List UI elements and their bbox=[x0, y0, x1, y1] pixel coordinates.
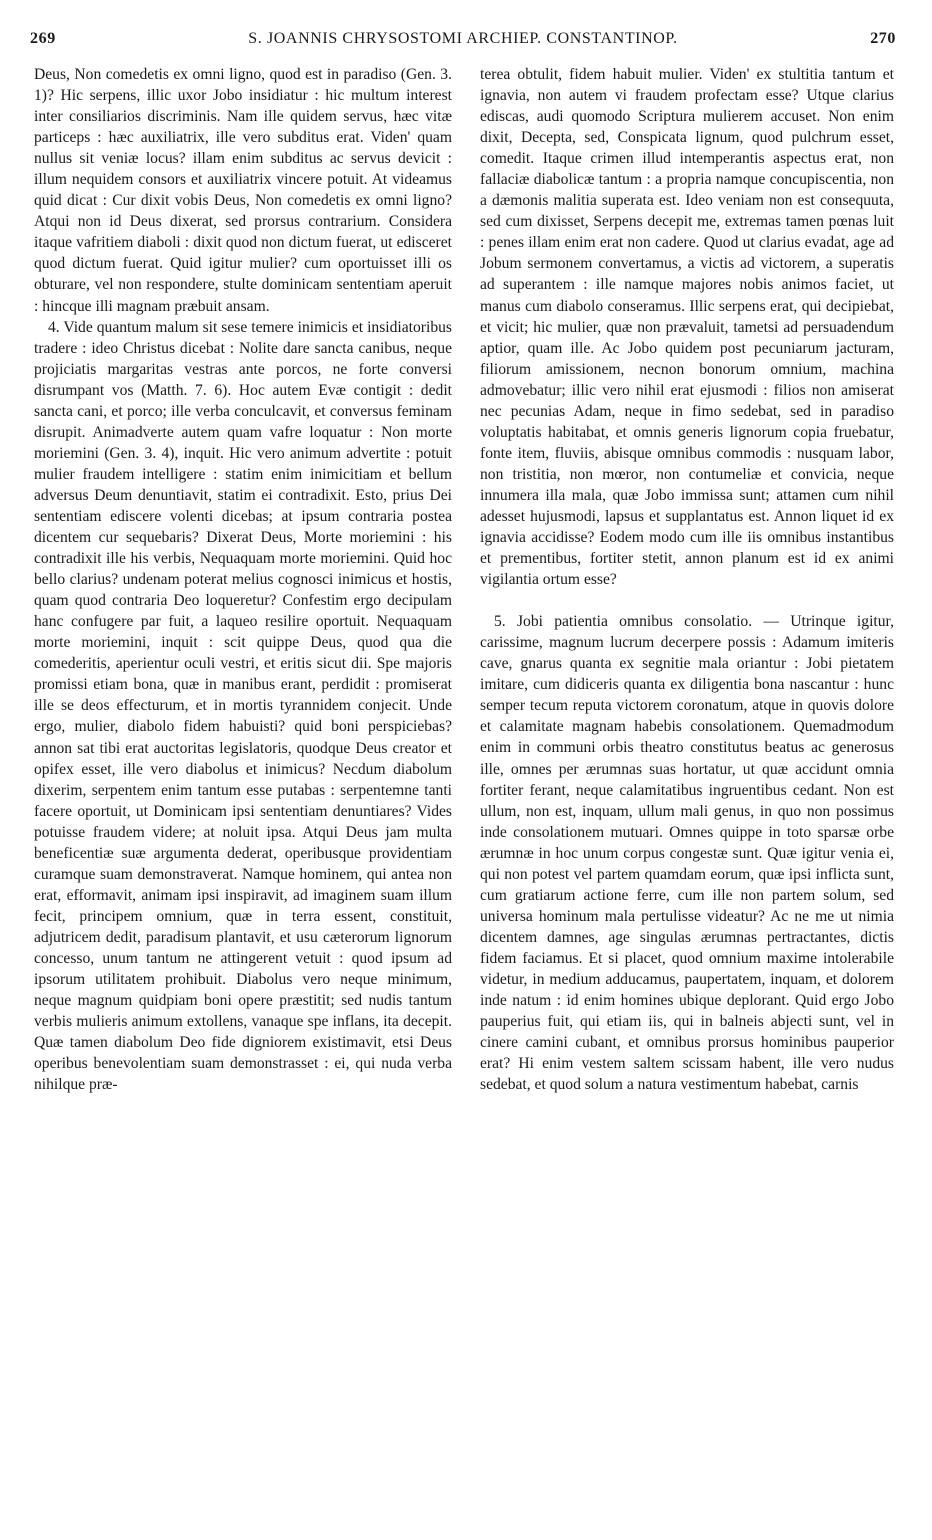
left-column bbox=[34, 64, 452, 1524]
page-number-right: 270 bbox=[870, 30, 896, 47]
right-column bbox=[480, 64, 894, 1524]
paragraph: Deus, Non comedetis ex omni ligno, quod est in paradiso (Gen. 3. 1)? Hic serpens, illic uxor Jobo insidiatur : hic multum interest inter consiliarios discriminis. Nam ille quidem servus, hæc vitæ particeps : hæc auxiliatrix, ille vero subditus erat. Viden' quam nullus sit veniæ locus? illam enim subditus ac servus devicit : illum nequidem consors et auxiliatrix vincere potuit. At videamus quid dicat : Cur dixit vobis Deus, Non comedetis ex omni ligno? Atqui non id Deus dixerat, sed prorsus contrarium. Considera itaque vafritiem diaboli : dixit quod non dictum fuerat, ut edisceret quod dictum fuerat. Quid igitur mulier? cum oportuisset illi os obturare, vel non respondere, stulte dominicam sententiam aperuit : hincque illi magnam præbuit ansam. bbox=[34, 66, 452, 315]
paragraph: terea obtulit, fidem habuit mulier. Viden' ex stultitia tantum et ignavia, non autem vi fraudem profectam esse? Utque clarius ediscas, audi quomodo Scriptura mulierem accuset. Non enim dixit, Decepta, sed, Conspicata lignum, quod pulchrum esset, comedit. Itaque crimen illud intemperantis aspectus erat, non fallaciæ diabolicæ tantum : a propria namque concupiscentia, non a dæmonis malitia superata est. Ideo veniam non est consequuta, sed cum dixisset, Serpens decepit me, extremas tamen pœnas luit : penes illam enim erat non cadere. Quod ut clarius evadat, age ad Jobum sermonem convertamus, a victis ad victorem, a superatis ad superantem : ille namque majores nobis animos faciet, ut manus cum diabolo conseramus. Illic serpens erat, qui decipiebat, et vicit; hic mulier, quæ non prævaluit, tametsi ad persuadendum aptior, quam ille. Ac Jobo quidem post pecuniarum jacturam, filiorum amissionem, necnon bonorum omnium, machina admovebatur; illic vero nihil erat ejusmodi : filios non amiserat nec pecunias Adam, neque in fimo sedebat, sed in paradiso voluptatis habitabat, et omnis generis lignorum copia fruebatur, fonte item, fluviis, abisque omnibus commodis : nusquam labor, non tristitia, non mœror, non contumeliæ et convicia, neque innumera illa mala, quæ Jobo immissa sunt; attamen cum nihil adesset hujusmodi, lapsus et supplantatus est. Annon liquet id ex ignavia accidisse? Eodem modo cum ille iis omnibus instantibus et prementibus, fortiter stetit, annon planum est id ex animi vigilantia ortum esse? bbox=[480, 66, 894, 589]
running-title: S. JOANNIS CHRYSOSTOMI ARCHIEP. CONSTANTINOP. bbox=[248, 30, 678, 47]
page-number-left: 269 bbox=[30, 30, 56, 47]
paragraph-section-5: 5. Jobi patientia omnibus consolatio. — Utrinque igitur, carissime, magnum lucrum decerpere possis : Adamum imiteris cave, gnarus quanta ex segnitie mala oriantur : Jobi pietatem imitare, cum didiceris quanta ex diligentia bona nascantur : hunc semper tecum reputa victorem coronatum, atque in quovis dolore et calamitate magnam habebis consolationem. Quemadmodum enim in communi orbis theatro constitutus beatus ac generosus ille, omnes per ærumnas suas hortatur, ut quæ accidunt omnia fortiter ferant, neque calamitatibus ingruentibus cedant. Non est ullum, non est, inquam, ullum mali genus, in quo non possimus inde consolationem mutuari. Omnes quippe in toto sparsæ orbe ærumnæ in hoc unum corpus congestæ sunt. Quæ igitur venia ei, qui non potest vel partem quamdam eorum, quæ ipsi inflicta sunt, cum gratiarum actione ferre, cum ille non partem solum, sed universa hominum mala pertulisse videatur? Ac ne me ut nimia dicentem damnes, age singulas ærumnas pertractantes, dictis fidem faciamus. Et si placet, quod omnium maxime intolerabile videtur, in medium adducamus, paupertatem, inquam, et dolorem inde natum : id enim homines ubique deplorant. Quid ergo Jobo pauperius fuit, qui etiam iis, qui in balneis abjecti sunt, vel in cinere camini cubant, et omnibus prorsus hominibus pauperior erat? Hi enim vestem saltem scissam habent, ille vero nudus sedebat, et quod solum a natura vestimentum habebat, carnis bbox=[480, 613, 894, 1094]
running-header bbox=[30, 30, 896, 56]
paragraph-section-4: 4. Vide quantum malum sit sese temere inimicis et insidiatoribus tradere : ideo Christus dicebat : Nolite dare sancta canibus, neque projiciatis margaritas vestras ante porcos, ne forte conversi disrumpant vos (Matth. 7. 6). Hoc autem Evæ contigit : dedit sancta cani, et porco; ille verba conculcavit, et conversus feminam disrupit. Animadverte autem quam vafre loquatur : Non morte moriemini (Gen. 3. 4), inquit. Hic vero animum advertite : potuit mulier fraudem intelligere : statim enim inimicitiam et bellum adversus Deum denuntiavit, statim ei contradixit. Esto, prius Dei sententiam ediscere volenti dicebas; at ipsum contraria postea dicentem cur sequebaris? Dixerat Deus, Morte moriemini : his contradixit ille his verbis, Nequaquam morte moriemini. Quid hoc bello clarius? undenam poterat melius cognosci inimicus et hostis, quam quod contraria Deo loqueretur? Confestim ergo decipulam hanc confugere par fuit, a laqueo resilire oportuit. Nequaquam morte moriemini, inquit : scit quippe Deus, quod qua die comederitis, aperientur oculi vestri, et eritis sicut dii. Spe majoris promissi etiam bona, quæ in manibus erant, perdidit : promiserat ille se deos effecturum, et in mortis tyrannidem conjecit. Unde ergo, mulier, diabolo fidem habuisti? quid boni perspiciebas? annon sat tibi erat auctoritas legislatoris, quodque Deus creator et opifex esset, ille vero diabolus et inimicus? Necdum diabolum dixerim, serpentem enim tantum esse putabas : serpentemne tanti facere oportuit, ut Dominicam ipsi sententiam denuntiares? Vides potuisse fraudem videre; at noluit ipsa. Atqui Deus jam multa beneficentiæ suæ argumenta dederat, operibusque providentiam curamque suam demonstraverat. Namque hominem, qui antea non erat, efformavit, animam ipsi inspiravit, ad imaginem suam illum fecit, principem omnium, quæ in terra essent, constituit, adjutricem dedit, paradisum plantavit, et usu cæterorum lignorum concesso, unum tantum ne attingerent vetuit : quod ipsum ad ipsorum utilitatem prohibuit. Diabolus vero neque minimum, neque magnum quidpiam boni opere præstitit; sed nudis tantum verbis mulieris animum extollens, vanaque spe inflans, ita decepit. Quæ tamen diabolum Deo fide digniorem existimavit, etsi Deus operibus benevolentiam suam demonstrasset : ei, qui nuda verba nihilque præ- bbox=[34, 318, 452, 1094]
